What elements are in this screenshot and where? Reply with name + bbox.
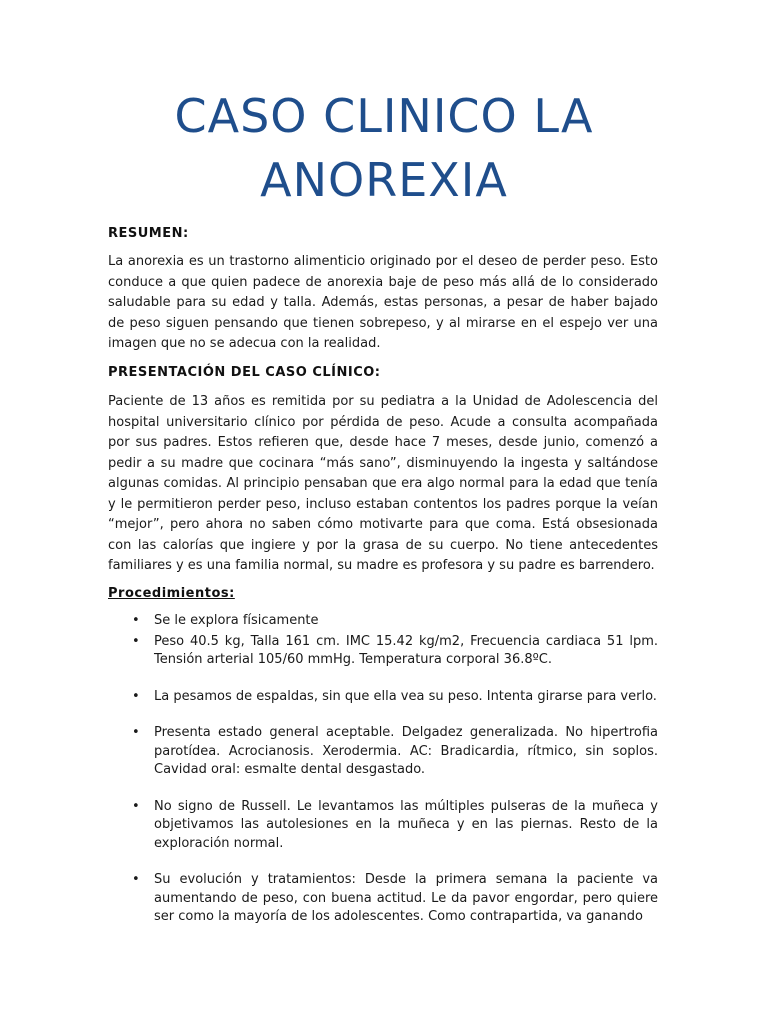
list-item-text: La pesamos de espaldas, sin que ella vea su peso. Intenta girarse para verlo. <box>154 688 657 704</box>
procedimientos-heading: Procedimientos: <box>108 586 235 601</box>
presentacion-paragraph: Paciente de 13 años es remitida por su pediatra a la Unidad de Adolescencia del hospital universitario clínico por pérdida de peso. Acude a consulta acompañada por sus padres. Estos refieren que, desde hace 7 meses, desde junio, comenzó a pedir a su madre que cocinara “más sano”, disminuyendo la ingesta y saltándose algunas comidas. Al principio pensaban que era algo normal para la edad que tenía y le permitieron perder peso, incluso estaban contentos los padres porque la veían “mejor”, pero ahora no saben cómo motivarte para que coma. Está obsesionada con las calorías que ingiere y por la grasa de su cuerpo. No tiene antecedentes familiares y es una familia normal, su madre es profesora y su padre es barrendero. <box>108 394 658 573</box>
bullet-icon: • <box>132 633 140 649</box>
bullet-icon: • <box>132 688 140 704</box>
list-item <box>108 612 658 631</box>
resumen-heading: RESUMEN: <box>108 226 189 241</box>
list-item <box>108 688 658 707</box>
list-item <box>108 724 658 780</box>
list-item-text: Presenta estado general aceptable. Delgadez generalizada. No hipertrofia parotídea. Acrocianosis. Xerodermia. AC: Bradicardia, rítmico, sin soplos. Cavidad oral: esmalte dental desgastado. <box>154 725 658 777</box>
resumen-paragraph: La anorexia es un trastorno alimenticio originado por el deseo de perder peso. Esto conduce a que quien padece de anorexia baje de peso más allá de lo considerado saludable para su edad y talla. Además, estas personas, a pesar de haber bajado de peso siguen pensando que tienen sobrepeso, y al mirarse en el espejo ver una imagen que no se adecua con la realidad. <box>108 254 658 351</box>
bullet-icon: • <box>132 725 140 740</box>
list-item-text: No signo de Russell. Le levantamos las múltiples pulseras de la muñeca y objetivamos las autolesiones en la muñeca y en las piernas. Resto de la exploración normal. <box>154 798 658 851</box>
list-item-text: Su evolución y tratamientos: Desde la primera semana la paciente va aumentando de peso, con buena actitud. Le da pavor engordar, pero quiere ser como la mayoría de los adolescentes. Como contrapartida, va ganando <box>154 872 658 924</box>
bullet-icon: • <box>132 872 140 887</box>
list-item-text: Peso 40.5 kg, Talla 161 cm. IMC 15.42 kg/m2, Frecuencia cardiaca 51 lpm. Tensión arterial 105/60 mmHg. Temperatura corporal 36.8ºC. <box>154 633 658 667</box>
list-item <box>108 798 658 854</box>
list-item <box>108 633 658 670</box>
document-title <box>100 84 668 212</box>
title-line-1: CASO CLINICO LA <box>174 89 594 143</box>
presentacion-heading: PRESENTACIÓN DEL CASO CLÍNICO: <box>108 365 381 380</box>
list-item-text: Se le explora físicamente <box>154 613 319 628</box>
bullet-icon: • <box>132 613 140 628</box>
procedimientos-list <box>108 612 658 927</box>
bullet-icon: • <box>132 798 140 814</box>
list-item <box>108 871 658 927</box>
title-line-2: ANOREXIA <box>260 153 508 207</box>
